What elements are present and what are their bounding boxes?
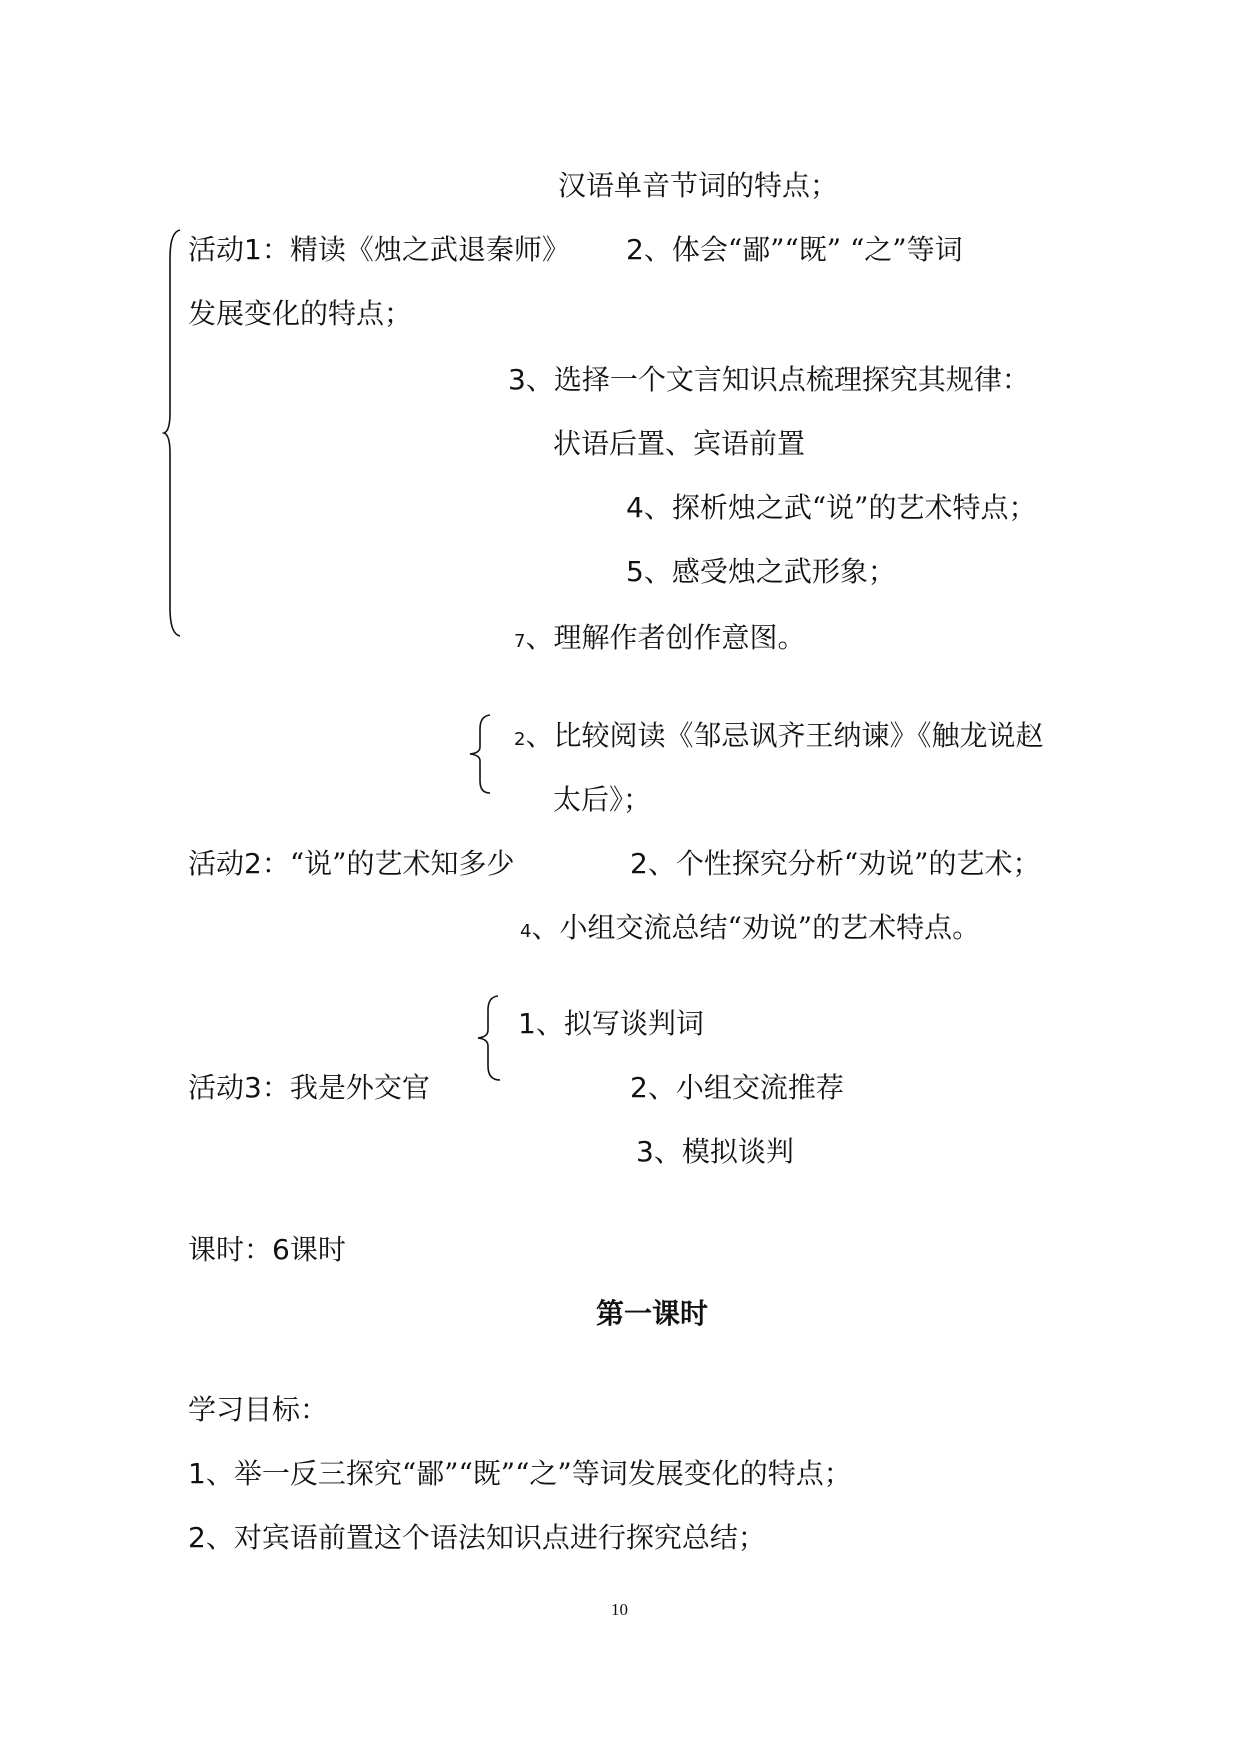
activity-1-item-3-cont: 状语后置、宾语前置 bbox=[553, 427, 806, 460]
activity-2-item-2a-cont: 太后》； bbox=[553, 783, 652, 816]
activity-3-item-3: 3、模拟谈判 bbox=[636, 1135, 794, 1168]
activity-1-item-2-cont: 发展变化的特点； bbox=[188, 297, 413, 330]
class-hours: 课时：6课时 bbox=[188, 1233, 346, 1266]
page-number: 10 bbox=[611, 1600, 628, 1619]
goals-label: 学习目标： bbox=[188, 1393, 329, 1426]
goal-2: 2、对宾语前置这个语法知识点进行探究总结； bbox=[188, 1521, 766, 1554]
activity-1-item-4: 4、探析烛之武“说”的艺术特点； bbox=[626, 491, 1037, 524]
activity-2-item-2b: 2、个性探究分析“劝说”的艺术； bbox=[630, 847, 1041, 880]
activity-1-line: 活动1：精读《烛之武退秦师》 bbox=[188, 233, 570, 266]
lesson-title: 第一课时 bbox=[596, 1297, 709, 1330]
small-brace bbox=[470, 713, 500, 795]
activity-1-item-3: 3、选择一个文言知识点梳理探究其规律： bbox=[508, 363, 1030, 396]
activity-2-item-4: 4、小组交流总结“劝说”的艺术特点。 bbox=[520, 911, 981, 944]
activity-3-line: 活动3：我是外交官 bbox=[188, 1071, 430, 1104]
activity-3-item-1: 1、拟写谈判词 bbox=[518, 1007, 704, 1040]
goal-1: 1、举一反三探究“鄙”“既”“之”等词发展变化的特点； bbox=[188, 1457, 852, 1490]
activity-3-item-2: 2、小组交流推荐 bbox=[630, 1071, 844, 1104]
activity-2-item-2a: 2、比较阅读《邹忌讽齐王纳谏》《触龙说赵 bbox=[514, 719, 1044, 752]
large-brace bbox=[164, 228, 184, 638]
text-line: 汉语单音节词的特点； bbox=[558, 169, 839, 202]
activity-1-item-2: 2、体会“鄙”“既” “之”等词 bbox=[626, 233, 963, 266]
activity-2-line: 活动2：“说”的艺术知多少 bbox=[188, 847, 515, 880]
small-brace bbox=[478, 994, 508, 1082]
activity-1-item-5: 5、感受烛之武形象； bbox=[626, 555, 896, 588]
activity-1-item-7: 7、理解作者创作意图。 bbox=[514, 621, 806, 654]
